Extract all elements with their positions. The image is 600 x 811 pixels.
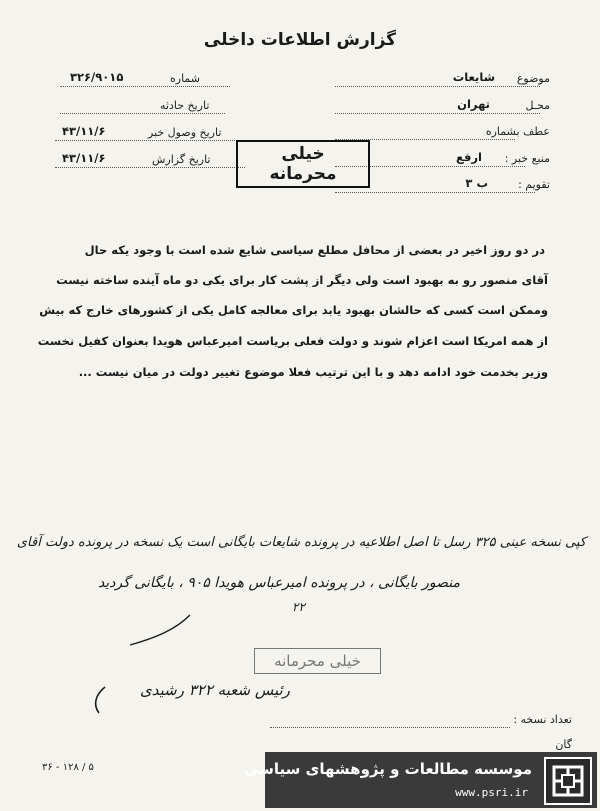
report-title: گزارش اطلاعات داخلی	[203, 30, 397, 50]
field-value-received-date: ۴۳/۱۱/۶	[62, 124, 106, 138]
body-line: در دو روز اخیر در بعضی از محافل مطلع سیاسی شایع شده است با وجود یکه حال	[84, 243, 545, 257]
field-line	[270, 727, 510, 728]
distribution-label: گان	[555, 738, 572, 751]
field-label-report-date: تاریخ گزارش	[152, 153, 211, 166]
field-label-source: منبع خبر :	[504, 152, 550, 165]
handwritten-note: کپی نسخه عینی ۳۲۵ رسل تا اصل اطلاعیه در پرونده شایعات بایگانی است یک نسخه در پرونده دولت آقای	[16, 535, 586, 550]
institute-logo	[544, 757, 592, 805]
field-label-calendar: تقویم :	[518, 178, 550, 191]
body-line: وزیر بخدمت خود ادامه دهد و با این ترتیب فعلا موضوع تغییر دولت در میان نیست ...	[78, 365, 548, 379]
field-line	[55, 140, 245, 141]
handwritten-number: ۲۲	[292, 600, 305, 614]
field-value-calendar: ب ۳	[465, 176, 488, 190]
field-line	[55, 167, 245, 168]
field-line	[335, 113, 540, 114]
document-code: ۳۶ - ۱۲۸ / ۵	[42, 762, 94, 773]
field-label-number: شماره	[170, 72, 201, 85]
field-value-source: ارفع	[456, 150, 482, 164]
field-label-subject: موضوع	[516, 72, 550, 85]
field-line	[60, 113, 225, 114]
body-line: وممکن است کسی که حالشان بهبود یابد برای معالجه کامل یکی از کشورهای خارج که بیش	[39, 303, 548, 317]
institute-name: موسسه مطالعات و پژوهشهای سیاسی	[243, 760, 532, 778]
field-value-subject: شایعات	[452, 70, 495, 84]
field-value-number: ۳۲۶/۹۰۱۵	[70, 70, 124, 84]
signature: رئیس شعبه ۳۲۲ رشیدی	[140, 681, 290, 699]
field-line	[335, 192, 535, 193]
field-value-report-date: ۴۳/۱۱/۶	[62, 151, 106, 165]
field-line	[335, 86, 540, 87]
field-line	[60, 86, 230, 87]
handwritten-flourish	[125, 610, 195, 650]
logo-knot-icon	[546, 759, 590, 803]
confidential-stamp-faded: خیلی محرمانه	[254, 648, 381, 674]
field-label-received-date: تاریخ وصول خبر	[148, 126, 222, 139]
handwritten-note: منصور بایگانی ، در پرونده امیرعباس هویدا ۹۰۵ ، بایگانی گردید	[97, 575, 460, 591]
copies-label: تعداد نسخه :	[513, 713, 572, 726]
signature-flourish	[85, 685, 115, 715]
body-line: از همه امریکا است اعزام شوند و دولت فعلی بریاست امیرعباس هویدا بعنوان کفیل نخست	[37, 334, 548, 348]
field-label-place: محـل	[525, 99, 550, 112]
field-value-place: تهران	[457, 97, 490, 111]
institute-url: www.psri.ir	[455, 786, 528, 799]
confidential-stamp: خیلی محرمانه	[236, 140, 370, 188]
field-label-incident-date: تاریخ حادثه	[160, 99, 210, 112]
field-label-reference: عطف بشماره	[485, 125, 550, 138]
body-line: آقای منصور رو به بهبود است ولی دیگر از پشت کار برای یکی دو ماه آینده ساخته نیست	[56, 273, 548, 287]
